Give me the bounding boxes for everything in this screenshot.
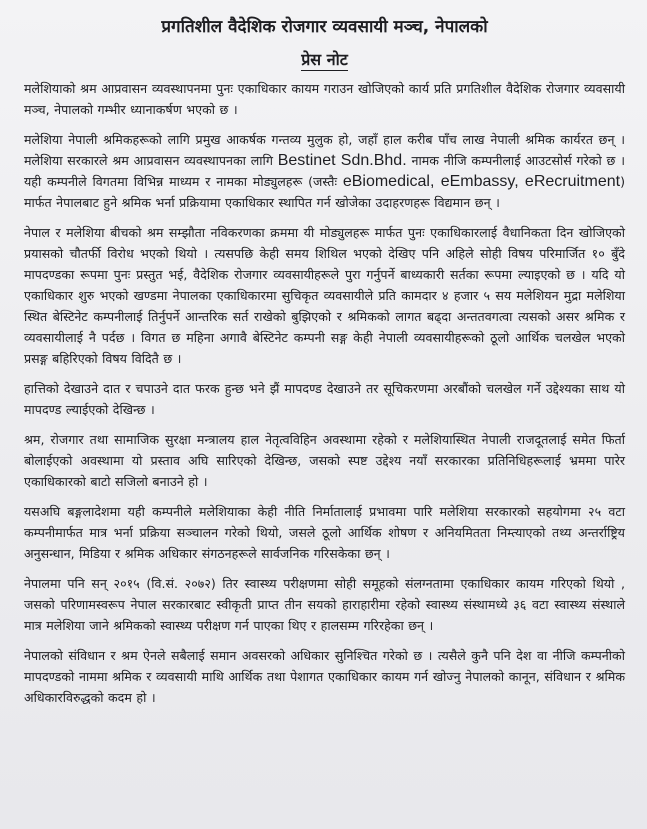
paragraph-4: हात्तिको देखाउने दात र चपाउने दात फरक हुन्छ भने झैं मापदण्ड देखाउने तर सूचिकरणमा अरबौंको चलखेल गर्ने उद्देश्यका साथ यो मापदण्ड ल्याईएको देखिन्छ । [24, 381, 625, 417]
paragraph-2-part-2: नामक नीजि कम्पनीलाई आउटसोर्स गरेको छ । यही कम्पनीले विगतमा विभिन्न माध्यम र नामका मोड्युलहरू (जस्तैः [24, 153, 625, 189]
paragraph-2 [24, 129, 625, 213]
paragraph-3: नेपाल र मलेशिया बीचको श्रम सम्झौता नविकरणका क्रममा यी मोड्युलहरू मार्फत पुनः एकाधिकारलाई वैधानिकता दिन खोजिएको प्रयासको चौतर्फी विरोध भएको थियो । त्यसपछि केही समय शिथिल भएको देखिए पनि अहिले सोही विषय परिमार्जित १० बुँदे मापदण्डका रूपमा पुनः प्रस्तुत भई, वैदेशिक रोजगार व्यवसायीहरूले पुरा गर्नुपर्ने बाध्यकारी सर्तका रूपमा ल्याइएको छ । यदि यो एकाधिकार शुरु भएको खण्डमा नेपालका एकाधिकारमा सुचिकृत व्यवसायीले प्रति कामदार ४ हजार ५ सय मलेशियन मुद्रा मलेशिया स्थित बेस्टिनेट कम्पनीलाई तिर्नुपर्ने आन्तरिक सर्त राखेको बुझिएको र श्रमिकको लागत बढ्दा अन्ततवगत्वा त्यसको असर श्रमिक र व्यवसायीलाई नै पर्दछ । विगत छ महिना अगावै बेस्टिनेट कम्पनी सङ्ग केही नेपाली व्यवसायीहरूको ठूलो आर्थिक चलखेल भएको प्रसङ्ग बहिरिएको विषय विदितै छ । [24, 225, 625, 366]
paragraph-7: नेपालमा पनि सन् २०१५ (वि.सं. २०७२) तिर स्वास्थ्य परीक्षणमा सोही समूहको संलग्नतामा एकाधिकार कायम गरिएको थियो , जसको परिणामस्वरूप नेपाल सरकारबाट स्वीकृती प्राप्त तीन सयको हाराहारीमा रहेको स्वास्थ्य संस्थामध्ये ३६ वटा स्वास्थ्य संस्थाले मात्र मलेशिया जाने श्रमिकको स्वास्थ्य परीक्षण गर्न पाएका थिए र हालसम्म गरिरहेका छन् । [24, 576, 625, 633]
company-name: Bestinet Sdn.Bhd. [277, 152, 407, 169]
paragraph-2-part-3: ) मार्फत नेपालबाट हुने श्रमिक भर्ना प्रक्रियामा एकाधिकार स्थापित गर्न खोजेका उदाहरणहरू विद्यमान छन् । [24, 174, 625, 210]
document-title [24, 50, 625, 70]
module-names: eBiomedical, eEmbassy, eRecruitment [342, 173, 621, 190]
paragraph-6: यसअघि बङ्गलादेशमा यही कम्पनीले मलेशियाका केही नीति निर्मातालाई प्रभावमा पारि मलेशिया सरकारको सहयोगमा २५ वटा कम्पनीमार्फत मात्र भर्ना प्रक्रिया सञ्चालन गरेको थियो, जसले ठूलो आर्थिक शोषण र अनियमितता निम्त्याएको तथ्य अन्तर्राष्ट्रिय अनुसन्धान, मिडिया र श्रमिक अधिकार संगठनहरूले सार्वजनिक गरिसकेका छन् । [24, 504, 625, 561]
organization-title: प्रगतिशील वैदेशिक रोजगार व्यवसायी मञ्च, नेपालको [161, 17, 488, 37]
paragraph-1: मलेशियाको श्रम आप्रवासन व्यवस्थापनमा पुनः एकाधिकार कायम गराउन खोजिएको कार्य प्रति प्रगतिशील वैदेशिक रोजगार व्यवसायी मञ्च, नेपालको गम्भीर ध्यानाकर्षण भएको छ । [24, 81, 625, 117]
paragraph-2-part-1: मलेशिया नेपाली श्रमिकहरूको लागि प्रमुख आकर्षक गन्तव्य मुलुक हो, जहाँ हाल करीब पाँच लाख नेपाली श्रमिक कार्यरत छन् । मलेशिया सरकारले श्रम आप्रवासन व्यवस्थापनका लागि [24, 132, 625, 168]
document-title-text: प्रेस नोट [301, 50, 348, 69]
paragraph-5: श्रम, रोजगार तथा सामाजिक सुरक्षा मन्त्रालय हाल नेतृत्वविहिन अवस्थामा रहेको र मलेशियास्थित नेपाली राजदूतलाई समेत फिर्ता बोलाईएको अवस्थामा यो प्रस्ताव अघि सारिएको देखिन्छ, जसको स्पष्ट उद्देश्य नयाँ सरकारका प्रतिनिधिहरूलाई भ्रममा पारेर एकाधिकारको बाटो सजिलो बनाउने हो । [24, 432, 625, 489]
paragraph-8: नेपालको संविधान र श्रम ऐनले सबैलाई समान अवसरको अधिकार सुनिश्चित गरेको छ । त्यसैले कुनै पनि देश वा नीजि कम्पनीको मापदण्डको नाममा श्रमिक र व्यवसायी माथि आर्थिक तथा पेशागत एकाधिकार कायम गर्न खोज्नु नेपालको कानून, संविधान र श्रमिक अधिकारविरुद्धको कदम हो । [24, 648, 625, 705]
